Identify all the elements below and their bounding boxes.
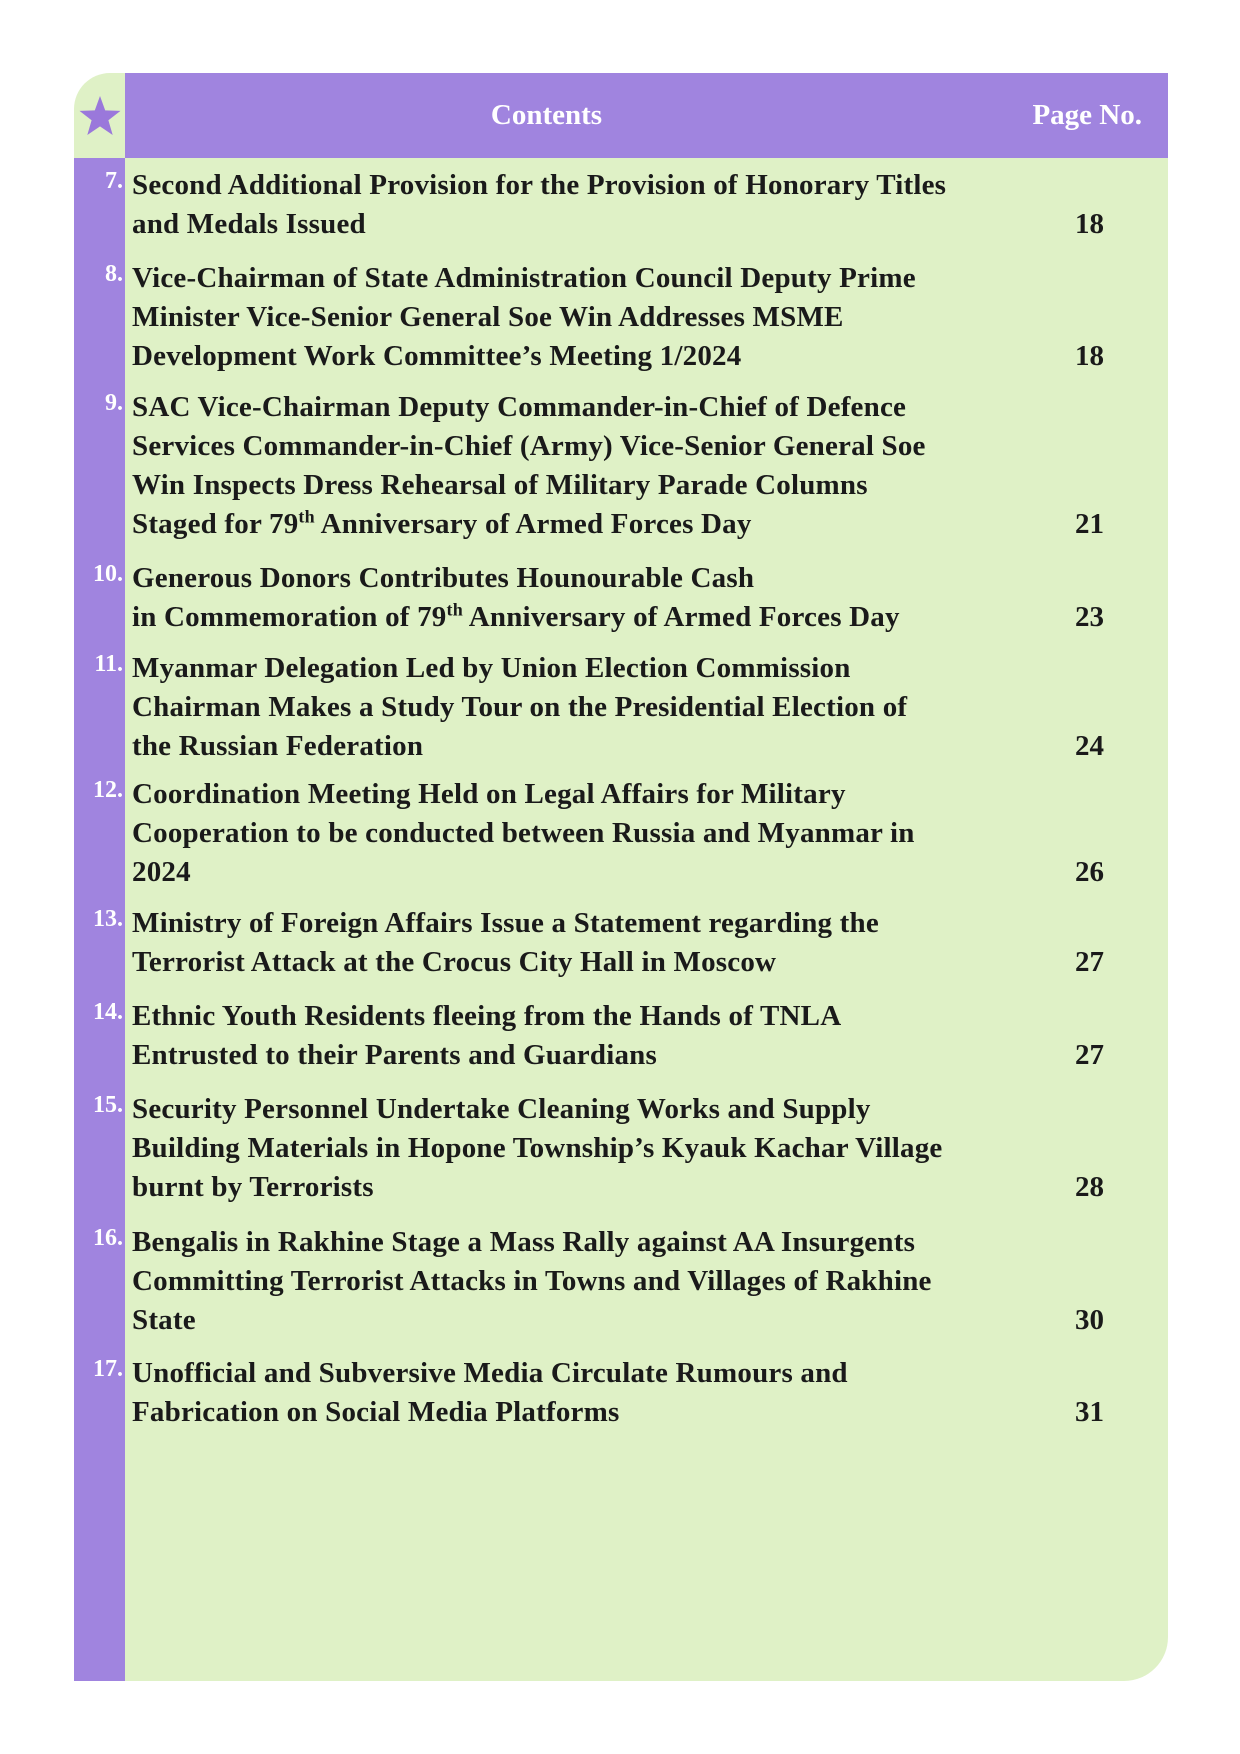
entry-number: 17. — [93, 1356, 123, 1382]
entry-title — [132, 1354, 992, 1432]
entry-title-line: Ethnic Youth Residents fleeing from the Hands of TNLA — [132, 1000, 842, 1032]
toc-entry[interactable] — [74, 649, 1168, 766]
entry-title-line: Coordination Meeting Held on Legal Affairs for Military — [132, 778, 846, 810]
entry-title-line: 2024 — [132, 856, 191, 888]
entry-number: 13. — [93, 906, 123, 932]
entry-title-line: Win Inspects Dress Rehearsal of Military Parade Columns — [132, 469, 868, 501]
entry-number: 14. — [93, 999, 123, 1025]
entry-number: 12. — [93, 777, 123, 803]
entry-title-line: Fabrication on Social Media Platforms — [132, 1396, 620, 1428]
entry-title-line: Minister Vice-Senior General Soe Win Addresses MSME — [132, 301, 844, 333]
entry-page-number: 24 — [1075, 730, 1104, 762]
entry-title — [132, 775, 992, 892]
entry-title-line: Security Personnel Undertake Cleaning Works and Supply — [132, 1093, 871, 1125]
entry-number: 10. — [93, 561, 123, 587]
entry-title-line: State — [132, 1304, 196, 1336]
toc-entry[interactable] — [74, 559, 1168, 637]
entry-page-number: 27 — [1075, 1039, 1104, 1071]
contents-header — [125, 73, 1168, 158]
entry-title-line: Entrusted to their Parents and Guardians — [132, 1039, 657, 1071]
entry-title-line: burnt by Terrorists — [132, 1171, 374, 1203]
entry-number: 9. — [105, 390, 123, 416]
entry-title — [132, 259, 992, 376]
entry-page-number: 18 — [1075, 340, 1104, 372]
toc-entry[interactable] — [74, 1354, 1168, 1432]
entry-title — [132, 166, 992, 244]
entry-title-line: SAC Vice-Chairman Deputy Commander-in-Chief of Defence — [132, 391, 907, 423]
entry-title — [132, 559, 992, 637]
entry-number: 8. — [105, 261, 123, 287]
entry-page-number: 27 — [1075, 946, 1104, 978]
entry-title-line: Development Work Committee’s Meeting 1/2024 — [132, 340, 742, 372]
entry-title-line: Generous Donors Contributes Hounourable Cash — [132, 562, 755, 594]
entry-title-line: Building Materials in Hopone Township’s Kyauk Kachar Village — [132, 1132, 943, 1164]
entry-number: 15. — [93, 1092, 123, 1118]
contents-heading: Contents — [490, 99, 603, 131]
entry-number: 7. — [105, 168, 123, 194]
page-no-heading: Page No. — [1032, 99, 1142, 131]
entry-page-number: 26 — [1075, 856, 1104, 888]
entries-list — [74, 166, 1168, 1432]
entry-title-line: Chairman Makes a Study Tour on the Presidential Election of — [132, 691, 908, 723]
entry-page-number: 30 — [1075, 1304, 1104, 1336]
entry-title-text: Anniversary of Armed Forces Day — [462, 601, 900, 633]
entry-page-number: 23 — [1075, 601, 1104, 633]
entry-title — [132, 649, 992, 766]
entry-title-line: Vice-Chairman of State Administration Council Deputy Prime — [132, 262, 916, 294]
entry-title — [132, 904, 992, 982]
entry-title-line: Terrorist Attack at the Crocus City Hall in Moscow — [132, 946, 777, 978]
toc-entry[interactable] — [74, 388, 1168, 544]
toc-entry[interactable] — [74, 1223, 1168, 1340]
toc-entry[interactable] — [74, 166, 1168, 244]
entry-number: 11. — [94, 651, 123, 677]
entry-title-line: Myanmar Delegation Led by Union Election Commission — [132, 652, 851, 684]
table-of-contents — [74, 73, 1168, 1681]
entry-title — [132, 1223, 992, 1340]
toc-entry[interactable] — [74, 1090, 1168, 1207]
entry-title — [132, 997, 992, 1075]
ordinal-suffix: th — [446, 599, 463, 620]
toc-entry[interactable] — [74, 997, 1168, 1075]
entry-title-line: Unofficial and Subversive Media Circulate Rumours and — [132, 1357, 848, 1389]
entry-title-line: Bengalis in Rakhine Stage a Mass Rally against AA Insurgents — [132, 1226, 916, 1258]
star-icon — [74, 73, 125, 158]
entry-title — [132, 388, 992, 544]
entry-page-number: 31 — [1075, 1396, 1104, 1428]
ordinal-suffix: th — [298, 506, 315, 527]
entry-title-line: Second Additional Provision for the Provision of Honorary Titles — [132, 169, 947, 201]
entry-title-line: the Russian Federation — [132, 730, 424, 762]
entry-title-text: Staged for 79 — [132, 508, 299, 540]
entry-page-number: 21 — [1075, 508, 1104, 540]
entry-title-line: Cooperation to be conducted between Russia and Myanmar in — [132, 817, 915, 849]
entry-title-text: in Commemoration of 79 — [132, 601, 447, 633]
entry-title-line: Committing Terrorist Attacks in Towns and Villages of Rakhine — [132, 1265, 932, 1297]
entry-title-line: and Medals Issued — [132, 208, 366, 240]
toc-entry[interactable] — [74, 904, 1168, 982]
entry-page-number: 28 — [1075, 1171, 1104, 1203]
entry-title-line — [132, 598, 992, 637]
toc-entry[interactable] — [74, 259, 1168, 376]
entry-title-text: Anniversary of Armed Forces Day — [314, 508, 752, 540]
entry-page-number: 18 — [1075, 208, 1104, 240]
entry-title — [132, 1090, 992, 1207]
toc-entry[interactable] — [74, 775, 1168, 892]
entry-number: 16. — [93, 1225, 123, 1251]
entry-title-line: Ministry of Foreign Affairs Issue a Statement regarding the — [132, 907, 879, 939]
entry-title-line — [132, 505, 992, 544]
entry-title-line: Services Commander-in-Chief (Army) Vice-Senior General Soe — [132, 430, 926, 462]
